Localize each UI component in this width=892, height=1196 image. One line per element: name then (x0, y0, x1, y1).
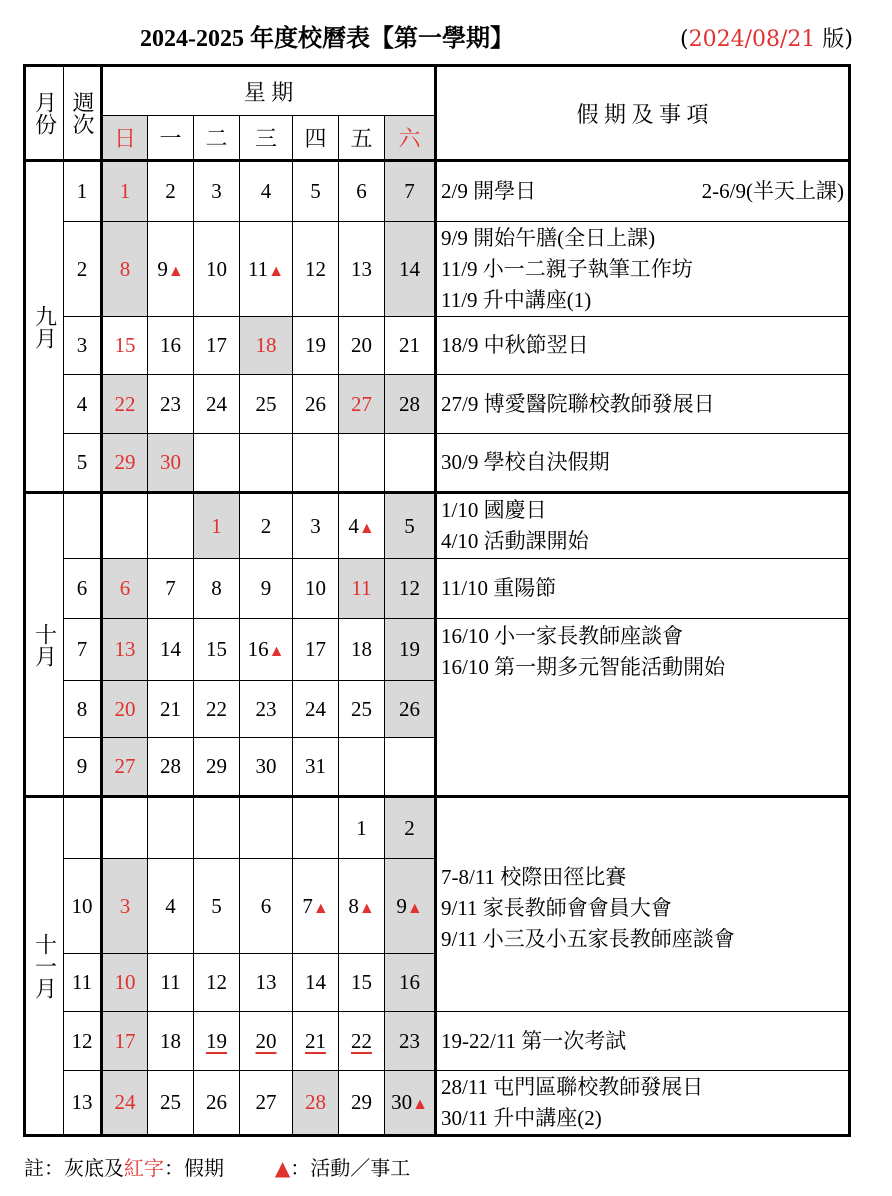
event-line: 9/11 家長教師會會員大會 (441, 896, 672, 920)
day-number: 7 (404, 179, 415, 203)
day-cell (102, 619, 148, 681)
day-number: 11 (160, 970, 181, 994)
day-number: 14 (399, 256, 420, 281)
events-cell (436, 797, 850, 1012)
day-cell (339, 1012, 385, 1071)
day-cell (148, 738, 194, 797)
day-number: 22 (114, 391, 136, 416)
day-cell (194, 434, 240, 493)
day-cell (293, 222, 339, 317)
events-cell (436, 619, 850, 797)
event-line: 28/11 屯門區聯校教師發展日 (441, 1074, 704, 1099)
day-cell (194, 681, 240, 738)
day-number: 11 (351, 576, 372, 600)
day-number: 21 (160, 696, 181, 721)
week-row (25, 434, 850, 493)
day-cell (194, 738, 240, 797)
week-number: 6 (64, 559, 102, 619)
week-number: 11 (64, 954, 102, 1012)
day-cell (293, 619, 339, 681)
day-number: 23 (255, 696, 277, 721)
day-number: 6 (260, 893, 272, 918)
note-prefix: 註：灰底及 (24, 1156, 124, 1180)
day-cell (293, 434, 339, 493)
day-number: 8 (119, 256, 131, 281)
day-cell (293, 317, 339, 375)
month-label: 十月 (25, 493, 64, 797)
day-cell (339, 1071, 385, 1136)
day-number: 5 (404, 513, 415, 538)
day-number: 8 (348, 893, 359, 918)
day-number: 15 (351, 970, 372, 994)
day-number: 27 (255, 1090, 277, 1114)
day-cell (148, 954, 194, 1012)
day-cell (385, 738, 436, 797)
day-cell (293, 161, 339, 222)
events-cell (436, 1012, 850, 1071)
day-number: 19 (305, 333, 326, 357)
version-open: ( (680, 27, 689, 52)
day-cell (102, 493, 148, 559)
day-cell (102, 738, 148, 797)
week-row (25, 222, 850, 317)
day-number: 16 (399, 970, 420, 994)
day-cell (102, 317, 148, 375)
day-cell (293, 797, 339, 859)
day-number: 4 (348, 513, 359, 538)
day-number: 4 (260, 179, 272, 203)
day-number: 3 (310, 513, 321, 538)
day-number: 25 (351, 696, 372, 721)
day-cell (240, 681, 293, 738)
day-number: 7 (165, 576, 176, 600)
day-number: 2 (165, 179, 176, 203)
event-line: 11/9 小一二親子執筆工作坊 (441, 256, 693, 281)
triangle-icon: ▲ (167, 262, 184, 280)
event-line: 16/10 小一家長教師座談會 (441, 624, 684, 648)
day-number: 6 (356, 179, 367, 203)
day-number: 21 (305, 1028, 326, 1053)
day-cell (293, 493, 339, 559)
day-cell (148, 493, 194, 559)
day-cell (240, 434, 293, 493)
day-cell (240, 161, 293, 222)
day-cell (385, 797, 436, 859)
day-cell (293, 1012, 339, 1071)
day-cell (293, 738, 339, 797)
day-cell (339, 434, 385, 493)
day-number: 1 (119, 179, 131, 203)
events-cell (436, 1071, 850, 1136)
day-number: 10 (206, 256, 227, 281)
day-number: 28 (305, 1090, 326, 1114)
day-cell (385, 434, 436, 493)
event-line: 27/9 博愛醫院聯校教師發展日 (441, 391, 715, 416)
day-number: 12 (305, 256, 326, 281)
week-number (64, 493, 102, 559)
day-cell (194, 317, 240, 375)
day-number: 2 (404, 815, 415, 840)
day-cell (240, 738, 293, 797)
day-cell (339, 797, 385, 859)
day-number: 22 (351, 1028, 372, 1053)
day-cell (194, 619, 240, 681)
day-cell (385, 1012, 436, 1071)
day-cell (102, 161, 148, 222)
day-number: 21 (399, 333, 420, 357)
week-number: 2 (64, 222, 102, 317)
day-cell (102, 434, 148, 493)
week-row (25, 493, 850, 559)
day-header-4: 四 (293, 116, 339, 161)
version-suffix: 版) (815, 27, 853, 52)
day-number: 20 (351, 333, 372, 357)
day-number: 28 (399, 391, 420, 416)
day-cell (148, 859, 194, 954)
day-cell (240, 954, 293, 1012)
day-cell (339, 738, 385, 797)
week-number: 10 (64, 859, 102, 954)
day-cell (102, 954, 148, 1012)
event-line: 9/9 開始午膳(全日上課) (441, 225, 656, 250)
day-number: 30 (391, 1090, 413, 1114)
day-number: 17 (206, 333, 227, 357)
events-header: 假 期 及 事 項 (436, 66, 850, 161)
week-number (64, 797, 102, 859)
day-number: 22 (206, 696, 227, 721)
day-number: 30 (255, 754, 277, 778)
day-number: 24 (206, 391, 227, 416)
day-cell (102, 1071, 148, 1136)
event-text: 2-6/9(半天上課) (701, 179, 844, 203)
triangle-icon: ▲ (358, 899, 375, 917)
day-number: 17 (114, 1028, 136, 1053)
event-line: 11/10 重陽節 (441, 576, 557, 600)
day-number: 20 (114, 696, 136, 721)
day-cell (240, 375, 293, 434)
event-line (441, 176, 844, 207)
day-number: 14 (305, 970, 326, 994)
version-label (680, 22, 853, 53)
day-number: 10 (305, 576, 326, 600)
day-number: 8 (211, 576, 222, 600)
day-number: 10 (114, 970, 136, 994)
day-number: 5 (211, 893, 222, 918)
day-number: 9 (260, 576, 272, 600)
week-number: 13 (64, 1071, 102, 1136)
day-cell (148, 222, 194, 317)
header-row-1 (25, 66, 850, 116)
day-number: 30 (160, 450, 181, 474)
day-cell (293, 681, 339, 738)
day-header-5: 五 (339, 116, 385, 161)
day-number: 13 (114, 637, 136, 661)
day-cell (102, 797, 148, 859)
day-cell (194, 559, 240, 619)
day-number: 19 (206, 1028, 227, 1053)
day-number: 23 (399, 1028, 420, 1053)
day-number: 2 (260, 513, 272, 538)
day-cell (293, 954, 339, 1012)
day-cell (293, 859, 339, 954)
day-number: 23 (160, 391, 181, 416)
day-cell (148, 375, 194, 434)
day-cell (339, 161, 385, 222)
day-cell (194, 375, 240, 434)
weekday-header: 星 期 (102, 66, 436, 116)
triangle-icon: ▲ (358, 519, 375, 537)
day-cell (339, 954, 385, 1012)
day-cell (194, 1012, 240, 1071)
events-cell (436, 434, 850, 493)
day-number: 25 (160, 1090, 181, 1114)
day-cell (385, 493, 436, 559)
day-number: 31 (305, 754, 326, 778)
day-cell (339, 859, 385, 954)
day-cell (339, 681, 385, 738)
day-cell (102, 559, 148, 619)
day-cell (148, 559, 194, 619)
day-cell (102, 222, 148, 317)
day-cell (385, 681, 436, 738)
day-cell (385, 954, 436, 1012)
note-suffix: ：活動／事工 (290, 1156, 411, 1180)
event-line: 9/11 小三及小五家長教師座談會 (441, 927, 735, 951)
day-number: 26 (399, 696, 420, 721)
day-cell (194, 954, 240, 1012)
note-red-text: 紅字 (124, 1156, 164, 1180)
page-title: 2024-2025 年度校曆表【第一學期】 (140, 26, 514, 52)
events-cell (436, 161, 850, 222)
day-cell (148, 1012, 194, 1071)
day-cell (385, 161, 436, 222)
day-cell (339, 559, 385, 619)
day-number: 26 (206, 1090, 227, 1114)
triangle-icon: ▲ (274, 1156, 291, 1180)
day-cell (385, 559, 436, 619)
day-cell (240, 619, 293, 681)
day-cell (194, 222, 240, 317)
day-number: 29 (206, 754, 227, 778)
day-cell (240, 222, 293, 317)
day-number: 16 (247, 637, 269, 661)
week-number: 8 (64, 681, 102, 738)
week-number: 9 (64, 738, 102, 797)
day-cell (339, 317, 385, 375)
day-cell (102, 859, 148, 954)
day-number: 13 (351, 256, 372, 281)
day-cell (148, 619, 194, 681)
day-number: 9 (396, 893, 407, 918)
week-row (25, 1071, 850, 1136)
day-number: 29 (351, 1090, 372, 1114)
day-number: 27 (114, 754, 136, 778)
events-cell (436, 222, 850, 317)
day-header-0: 日 (102, 116, 148, 161)
day-cell (240, 797, 293, 859)
day-cell (194, 797, 240, 859)
day-number: 6 (119, 576, 131, 600)
day-number: 3 (211, 179, 222, 203)
day-cell (194, 1071, 240, 1136)
day-number: 27 (351, 391, 372, 416)
day-cell (240, 559, 293, 619)
day-number: 16 (160, 333, 181, 357)
day-number: 20 (255, 1028, 277, 1053)
event-text: 2/9 開學日 (441, 179, 537, 203)
event-line: 30/9 學校自決假期 (441, 450, 610, 474)
day-cell (102, 1012, 148, 1071)
day-cell (339, 493, 385, 559)
event-line: 16/10 第一期多元智能活動開始 (441, 655, 726, 679)
day-cell (194, 493, 240, 559)
day-number: 25 (255, 391, 277, 416)
day-cell (293, 1071, 339, 1136)
day-number: 11 (247, 256, 269, 281)
event-line: 4/10 活動課開始 (441, 529, 589, 553)
day-header-2: 二 (194, 116, 240, 161)
week-row (25, 161, 850, 222)
triangle-icon: ▲ (268, 262, 285, 280)
week-row (25, 559, 850, 619)
day-cell (385, 619, 436, 681)
day-cell (148, 797, 194, 859)
day-cell (240, 493, 293, 559)
day-cell (240, 1071, 293, 1136)
day-cell (102, 681, 148, 738)
week-number: 7 (64, 619, 102, 681)
week-number: 3 (64, 317, 102, 375)
day-number: 5 (310, 179, 321, 203)
events-cell (436, 493, 850, 559)
day-number: 14 (160, 637, 181, 661)
calendar-table (23, 64, 851, 1137)
day-cell (148, 434, 194, 493)
day-cell (148, 317, 194, 375)
day-cell (240, 859, 293, 954)
week-row (25, 797, 850, 859)
week-row (25, 619, 850, 681)
day-number: 7 (302, 893, 313, 918)
day-cell (293, 375, 339, 434)
day-number: 12 (206, 970, 227, 994)
day-number: 17 (305, 637, 326, 661)
day-number: 18 (160, 1028, 181, 1053)
day-cell (240, 1012, 293, 1071)
month-header: 月份 (25, 66, 64, 161)
day-number: 26 (305, 391, 326, 416)
day-cell (293, 559, 339, 619)
events-cell (436, 375, 850, 434)
week-row (25, 1012, 850, 1071)
day-number: 4 (165, 893, 176, 918)
day-cell (194, 161, 240, 222)
week-row (25, 317, 850, 375)
event-line: 30/11 升中講座(2) (441, 1105, 602, 1130)
events-cell (436, 559, 850, 619)
day-number: 18 (255, 333, 277, 357)
day-number: 15 (206, 637, 227, 661)
day-cell (339, 375, 385, 434)
events-cell (436, 317, 850, 375)
day-cell (148, 161, 194, 222)
day-cell (339, 222, 385, 317)
day-header-3: 三 (240, 116, 293, 161)
event-line: 18/9 中秋節翌日 (441, 333, 589, 357)
version-date: 2024/08/21 (688, 27, 816, 52)
week-header: 週次 (64, 66, 102, 161)
day-number: 18 (351, 637, 372, 661)
day-cell (148, 681, 194, 738)
day-cell (102, 375, 148, 434)
week-number: 12 (64, 1012, 102, 1071)
event-line: 19-22/11 第一次考試 (441, 1028, 627, 1053)
day-number: 15 (114, 333, 136, 357)
day-cell (194, 859, 240, 954)
event-line: 7-8/11 校際田徑比賽 (441, 865, 627, 889)
day-number: 1 (211, 513, 222, 538)
day-cell (148, 1071, 194, 1136)
day-number: 29 (114, 450, 136, 474)
day-cell (385, 375, 436, 434)
triangle-icon: ▲ (406, 899, 423, 917)
day-number: 24 (114, 1090, 136, 1114)
note-gap (224, 1156, 275, 1180)
triangle-icon: ▲ (268, 643, 285, 660)
week-number: 4 (64, 375, 102, 434)
day-cell (385, 859, 436, 954)
event-line: 1/10 國慶日 (441, 498, 547, 522)
day-number: 1 (356, 815, 367, 840)
day-header-1: 一 (148, 116, 194, 161)
day-cell (385, 317, 436, 375)
day-number: 13 (255, 970, 277, 994)
legend-note (24, 1152, 410, 1181)
week-row (25, 375, 850, 434)
day-number: 3 (119, 893, 131, 918)
week-number: 1 (64, 161, 102, 222)
month-label: 九月 (25, 161, 64, 493)
day-number: 28 (160, 754, 181, 778)
day-number: 12 (399, 576, 420, 600)
week-number: 5 (64, 434, 102, 493)
note-mid: ：假期 (164, 1156, 224, 1180)
triangle-icon: ▲ (412, 1096, 428, 1113)
day-cell (385, 1071, 436, 1136)
day-cell (240, 317, 293, 375)
day-number: 9 (157, 256, 168, 281)
day-cell (339, 619, 385, 681)
day-number: 24 (305, 696, 326, 721)
day-number: 19 (399, 637, 420, 661)
month-label: 十一月 (25, 797, 64, 1136)
event-line: 11/9 升中講座(1) (441, 287, 592, 312)
day-cell (385, 222, 436, 317)
triangle-icon: ▲ (312, 899, 329, 917)
day-header-6: 六 (385, 116, 436, 161)
